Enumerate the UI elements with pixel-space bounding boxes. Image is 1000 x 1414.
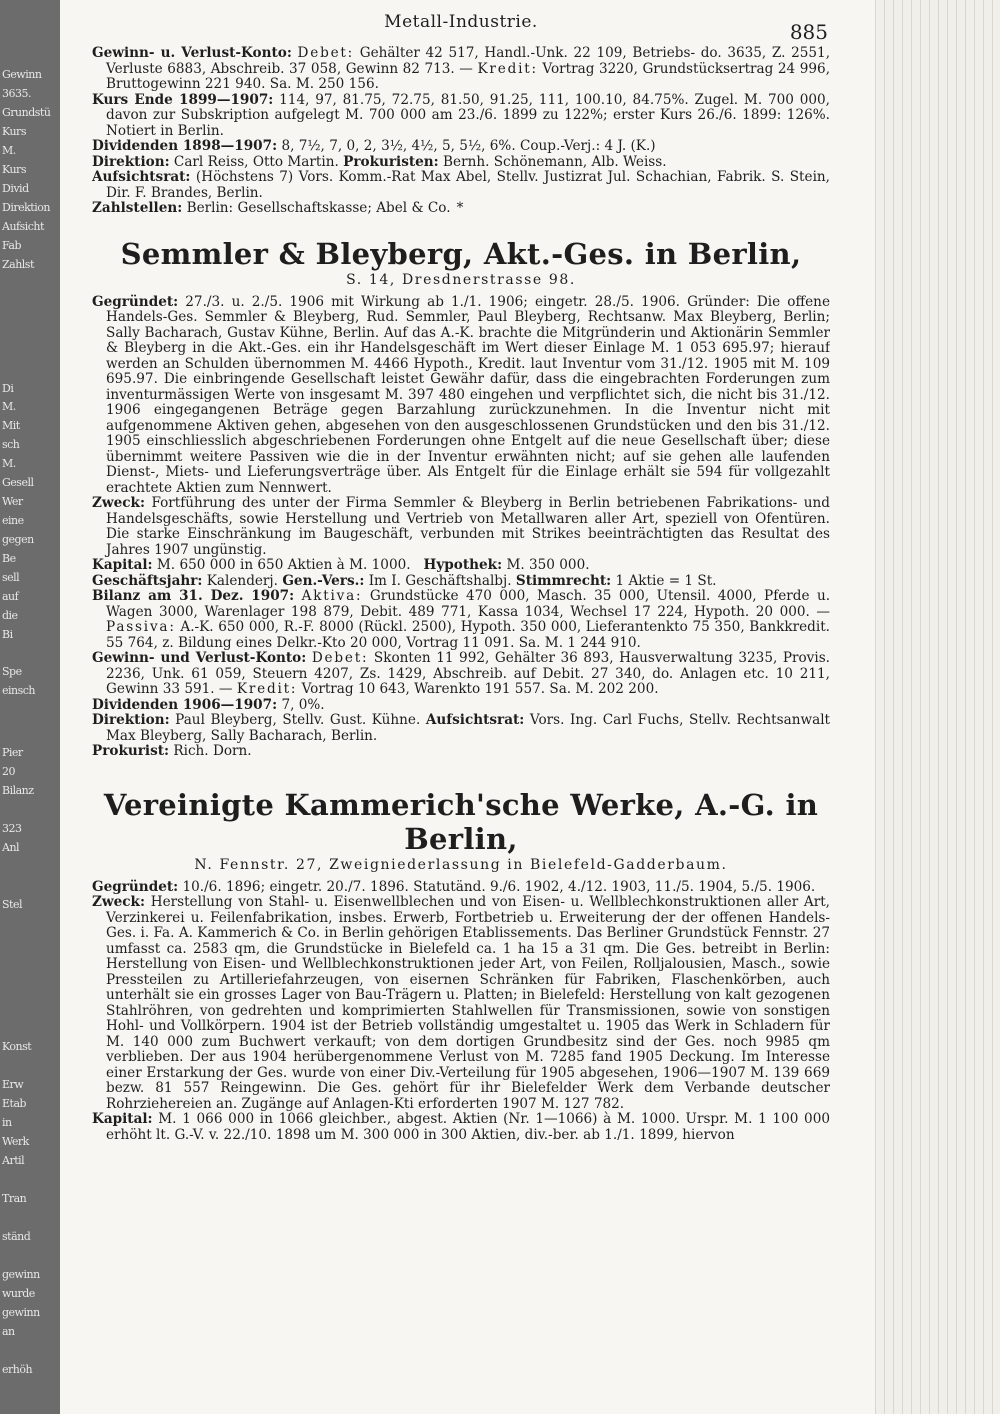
balance-sheet-paragraph bbox=[92, 589, 830, 651]
margin-fragment: auf bbox=[2, 590, 19, 603]
debit-label: Debet: bbox=[297, 45, 355, 61]
margin-fragment: Divid bbox=[2, 182, 29, 195]
left-margin-fragments bbox=[0, 0, 60, 1414]
company-title: Semmler & Bleyberg, Akt.-Ges. in Berlin, bbox=[120, 236, 802, 271]
margin-fragment: gegen bbox=[2, 533, 34, 546]
previous-entry bbox=[92, 46, 830, 217]
company-address: S. 14, Dresdnerstrasse 98. bbox=[346, 271, 576, 288]
margin-fragment: Bi bbox=[2, 628, 13, 641]
margin-fragment: ständ bbox=[2, 1230, 31, 1243]
margin-fragment: Artil bbox=[2, 1154, 25, 1167]
entry-text: Vortrag 3220, Grundstücksertrag 24 996, Bruttogewinn 221 940. Sa. M. 250 156. bbox=[106, 60, 830, 92]
margin-fragment: die bbox=[2, 609, 18, 622]
entry-text: Vortrag 10 643, Warenkto 191 557. Sa. M. 202 200. bbox=[301, 681, 659, 697]
assets-label: Aktiva: bbox=[301, 588, 363, 604]
footnote-star: * bbox=[456, 200, 464, 216]
margin-fragment: 323 bbox=[2, 822, 22, 835]
entry-label: Zahlstellen: bbox=[92, 200, 183, 216]
margin-fragment: gewinn bbox=[2, 1306, 40, 1319]
margin-fragment: sell bbox=[2, 571, 20, 584]
entry-text: Bernh. Schönemann, Alb. Weiss. bbox=[443, 153, 667, 170]
margin-fragment: 20 bbox=[2, 765, 15, 778]
margin-fragment: Konst bbox=[2, 1040, 32, 1053]
founding-paragraph bbox=[92, 295, 830, 497]
entry-label: Hypothek: bbox=[423, 557, 503, 573]
company-entry-kammerich bbox=[92, 788, 830, 1144]
margin-fragment: in bbox=[2, 1116, 12, 1129]
entry-label: Dividenden 1906—1907: bbox=[92, 696, 278, 713]
entry-label: Zweck: bbox=[92, 495, 145, 511]
margin-fragment: Mit bbox=[2, 419, 20, 432]
capital-paragraph bbox=[92, 558, 830, 574]
margin-fragment: Gesell bbox=[2, 476, 34, 489]
debit-label: Debet: bbox=[311, 650, 369, 666]
entry-label: Gewinn- u. Verlust-Konto: bbox=[92, 45, 292, 61]
margin-fragment: gewinn bbox=[2, 1268, 40, 1281]
purpose-paragraph bbox=[92, 895, 830, 1112]
entry-label: Kapital: bbox=[92, 1111, 153, 1127]
margin-fragment: Tran bbox=[2, 1192, 27, 1205]
margin-fragment: Zahlst bbox=[2, 258, 34, 271]
entry-label: Stimmrecht: bbox=[515, 572, 612, 589]
dividends-paragraph bbox=[92, 698, 830, 714]
margin-fragment: Aufsicht bbox=[2, 220, 44, 233]
margin-fragment: eine bbox=[2, 514, 24, 527]
margin-fragment: an bbox=[2, 1325, 15, 1338]
scan-right-margin bbox=[875, 0, 1000, 1414]
entry-text: 1 Aktie = 1 St. bbox=[615, 572, 717, 589]
supervisory-board-paragraph bbox=[92, 170, 830, 201]
entry-text: Skonten 11 992, Gehälter 36 893, Hausverwaltung 3235, Provis. 2236, Unk. 61 059, Steuern 4207, Zs. 1429, Abschreib. auf Debit. 27 340, do. Anlagen etc. 10 211, Gewinn 33 591. — bbox=[106, 650, 830, 697]
management-paragraph bbox=[92, 713, 830, 744]
margin-fragment: einsch bbox=[2, 684, 36, 697]
purpose-paragraph bbox=[92, 496, 830, 558]
margin-fragment: M. bbox=[2, 400, 16, 413]
entry-label: Direktion: bbox=[92, 712, 170, 728]
margin-fragment: Stel bbox=[2, 898, 22, 911]
margin-fragment: Etab bbox=[2, 1097, 27, 1110]
margin-fragment: Wer bbox=[2, 495, 23, 508]
entry-label: Prokuristen: bbox=[343, 153, 439, 170]
company-address: N. Fennstr. 27, Zweigniederlassung in Bielefeld-Gadderbaum. bbox=[194, 856, 728, 873]
entry-text: Berlin: Gesellschaftskasse; Abel & Co. bbox=[186, 200, 451, 216]
authorized-officer-paragraph bbox=[92, 744, 830, 760]
entry-label: Gegründet: bbox=[92, 293, 179, 310]
credit-label: Kredit: bbox=[236, 681, 298, 697]
entry-label: Aufsichtsrat: bbox=[425, 712, 525, 728]
entry-label: Dividenden 1898—1907: bbox=[92, 138, 278, 154]
entry-text: Vors. Ing. Carl Fuchs, Stellv. Rechtsanwalt Max Bleyberg, Sally Bacharach, Berlin. bbox=[106, 712, 830, 744]
entry-text: 10./6. 1896; eingetr. 20./7. 1896. Statutänd. 9./6. 1902, 4./12. 1903, 11./5. 1904, 5./5. 1906. bbox=[182, 878, 816, 895]
margin-fragment: Direktion bbox=[2, 201, 50, 214]
entry-label: Gegründet: bbox=[92, 878, 179, 895]
margin-fragment: Bilanz bbox=[2, 784, 34, 797]
entry-label: Aufsichtsrat: bbox=[92, 169, 191, 185]
margin-fragment: Werk bbox=[2, 1135, 29, 1148]
entry-label: Kapital: bbox=[92, 557, 153, 573]
entry-text: Im I. Geschäftshalbj. bbox=[368, 572, 512, 589]
margin-fragment: Fab bbox=[2, 239, 21, 252]
entry-text: Fortführung des unter der Firma Semmler & Bleyberg in Berlin betriebenen Fabrikations- und Handelsgeschäfts, sowie Herstellung und Vertrieb von Metallwaren aller Art, speziell von Ofentüren. Die starke Einschränkung im Baugeschäft, verbunden mit Strikes beeinträchtigten das Resultat des Jahres 1907 ungünstig. bbox=[106, 495, 830, 558]
entry-text: Gehälter 42 517, Handl.-Unk. 22 109, Betriebs- do. 3635, Z. 2551, Verluste 6883, Abschreib. 37 058, Gewinn 82 713. — bbox=[106, 45, 830, 77]
entry-label: Bilanz am 31. Dez. 1907: bbox=[92, 588, 295, 604]
margin-fragment: Be bbox=[2, 552, 16, 565]
entry-text: 8, 7½, 7, 0, 2, 3½, 4½, 5, 5½, 6%. Coup.-Verj.: 4 J. (K.) bbox=[281, 138, 656, 154]
margin-fragment: Gewinn bbox=[2, 68, 42, 81]
entry-label: Geschäftsjahr: bbox=[92, 572, 203, 589]
entry-label: Kurs Ende 1899—1907: bbox=[92, 91, 274, 108]
margin-fragment: Kurs bbox=[2, 163, 26, 176]
capital-paragraph bbox=[92, 1112, 830, 1143]
dividends-paragraph bbox=[92, 139, 830, 155]
margin-fragment: 3635. bbox=[2, 87, 31, 100]
margin-fragment: Anl bbox=[2, 841, 20, 854]
paying-agents-paragraph bbox=[92, 201, 830, 217]
entry-text: 27./3. u. 2./5. 1906 mit Wirkung ab 1./1. 1906; eingetr. 28./5. 1906. Gründer: Die offene Handels-Ges. Semmler & Bleyberg, Rud. Semmler, Paul Bleyberg, Rechtsanw. Max Bleyberg, Berlin; Sally Bacharach, Gustav Kühne, Berlin. Auf das A.-K. brachte die Mitgründerin und Aktionärin Semmler & Bleyberg in die Akt.-Ges. ein ihr Handelsgeschäft im Wert dieser Einlage M. 1 053 695.97; hierauf werden an Schulden übernommen M. 4466 Hypoth., Kredit. laut Inventur vom 31./12. 1905 mit M. 109 695.97. Die einbringende Gesellschaft leistet Gewähr dafür, dass die eingebrachten Forderungen zum inventurmässigen Werte von insgesamt M. 397 480 eingehen und verpflichtet sich, die nicht bis 31./12. 1906 eingegangenen Beträge gegen Barzahlung zurückzunehmen. In die Inventur nicht mit aufgenommene Aktiven gehen, abgesehen von den ausgeschlossenen Grundstücken und den bis 31./12. 1905 einschliesslich abgeschriebenen Forderungen ohne Entgelt auf die neue Gesellschaft über; diese übernimmt weitere Passiven wie die in der Inventur erwähnten nicht; auf sie gehen alle laufenden Dienst-, Miets- und Lieferungsverträge über. Als Entgelt für die Einlage erhält sie 594 für vollgezahlt erachtete Aktien zum Nennwert. bbox=[106, 293, 830, 496]
liabilities-label: Passiva: bbox=[106, 619, 176, 635]
entry-label: Zweck: bbox=[92, 894, 145, 910]
margin-fragment: wurde bbox=[2, 1287, 35, 1300]
entry-text: M. 1 066 000 in 1066 gleichber., abgest. Aktien (Nr. 1—1066) à M. 1000. Urspr. M. 1 100 000 erhöht lt. G.-V. v. 22./10. 1898 um M. 300 000 in 300 Aktien, div.-ber. ab 1./1. 1899, hiervon bbox=[106, 1111, 830, 1143]
entry-text: (Höchstens 7) Vors. Komm.-Rat Max Abel, Stellv. Justizrat Jul. Schachian, Fabrik. S. Stein, Dir. F. Brandes, Berlin. bbox=[106, 169, 830, 201]
entry-label: Prokurist: bbox=[92, 743, 170, 759]
running-header bbox=[92, 12, 830, 46]
company-entry-semmler-bleyberg bbox=[92, 237, 830, 760]
margin-fragment: erhöh bbox=[2, 1363, 33, 1376]
margin-fragment: Di bbox=[2, 382, 14, 395]
entry-text: A.-K. 650 000, R.-F. 8000 (Rückl. 2500), Hypoth. 350 000, Lieferantenkto 75 350, Bankkredit. 55 764, z. Bildung eines Delkr.-Kto 20 000, Vortrag 11 091. Sa. M. 1 244 910. bbox=[106, 619, 830, 651]
fiscal-year-paragraph bbox=[92, 574, 830, 590]
entry-text: Grundstücke 470 000, Masch. 35 000, Utensil. 4000, Pferde u. Wagen 3000, Warenlager 198 879, Debit. 489 771, Kassa 1034, Wechsel 17 224, Hypoth. 20 000. — bbox=[106, 588, 830, 620]
profit-loss-paragraph bbox=[92, 46, 830, 93]
margin-fragment: Spe bbox=[2, 665, 22, 678]
credit-label: Kredit: bbox=[477, 60, 538, 77]
founding-paragraph bbox=[92, 880, 830, 896]
running-title: Metall-Industrie. bbox=[384, 12, 538, 32]
profit-loss-paragraph bbox=[92, 651, 830, 698]
entry-text: Carl Reiss, Otto Martin. bbox=[173, 153, 339, 170]
margin-fragment: M. bbox=[2, 144, 16, 157]
entry-text: Kalenderj. bbox=[206, 572, 278, 589]
page-number: 885 bbox=[789, 20, 828, 44]
margin-fragment: Kurs bbox=[2, 125, 26, 138]
entry-label: Direktion: bbox=[92, 153, 170, 170]
entry-text: 114, 97, 81.75, 72.75, 81.50, 91.25, 111, 100.10, 84.75%. Zugel. M. 700 000, davon zur Subskription aufgelegt M. 700 000 am 23./6. 1899 zu 122%; erster Kurs 26./6. 1899: 126%. Notiert in Berlin. bbox=[106, 91, 830, 139]
margin-fragment: Erw bbox=[2, 1078, 24, 1091]
entry-text: M. 350 000. bbox=[506, 557, 590, 573]
entry-label: Gen.-Vers.: bbox=[282, 572, 365, 589]
entry-label: Gewinn- und Verlust-Konto: bbox=[92, 650, 307, 666]
entry-text: Herstellung von Stahl- u. Eisenwellblechen und von Eisen- u. Wellblechkonstruktionen aller Art, Verzinkerei u. Feilenfabrikation, insbes. Erwerb, Fortbetrieb u. Erweiterung der der offenen Handels-Ges. i. Fa. A. Kammerich & Co. in Berlin gehörigen Etablissements. Das Berliner Grundstück Fennstr. 27 umfasst ca. 2583 qm, die Grundstücke in Bielefeld ca. 1 ha 15 a 31 qm. Die Ges. betreibt in Berlin: Herstellung von Eisen- und Wellblechkonstruktionen jeder Art, von Feilen, Rolljalousien, Masch., sowie Pressteilen zu Artilleriefahrzeugen, von eisernen Schränken für Fabriken, Flaschenkörben, auch unterhält sie ein grosses Lager von Bau-Trägern u. Platten; in Bielefeld: Herstellung von kalt gezogenen Stahlröhren, von gedrehten und komprimierten Stahlwellen für Transmissionen, sowie von sonstigen Hohl- und Vollkörpern. 1904 ist der Betrieb vollständig umgestaltet u. 1905 das Werk in Schladern für M. 140 000 zum Buchwert verkauft; von dem dortigen Grundbesitz sind der Ges. noch 9985 qm verblieben. Der aus 1904 herübergenommene Verlust von M. 7285 fand 1905 Deckung. Im Interesse einer Erstarkung der Ges. wurde von einer Div.-Verteilung für 1905 abgesehen, 1906—1907 M. 139 669 bezw. 81 557 Reingewinn. Die Ges. gehört für ihr Bielefelder Werk dem Verbande deutscher Rohrziehereien an. Zugänge auf Anlagen-Kti erforderten 1907 M. 127 782. bbox=[106, 894, 830, 1112]
margin-fragment: Grundstü bbox=[2, 106, 51, 119]
entry-text: Rich. Dorn. bbox=[173, 743, 252, 759]
company-title: Vereinigte Kammerich'sche Werke, A.-G. in Berlin, bbox=[103, 787, 819, 856]
margin-fragment: Pier bbox=[2, 746, 23, 759]
margin-fragment: sch bbox=[2, 438, 20, 451]
entry-text: 7, 0%. bbox=[281, 696, 325, 713]
entry-text: Paul Bleyberg, Stellv. Gust. Kühne. bbox=[175, 712, 421, 728]
margin-fragment: M. bbox=[2, 457, 16, 470]
management-paragraph bbox=[92, 155, 830, 171]
entry-text: M. 650 000 in 650 Aktien à M. 1000. bbox=[156, 557, 411, 573]
stock-price-paragraph bbox=[92, 93, 830, 140]
page-content bbox=[92, 12, 830, 1407]
